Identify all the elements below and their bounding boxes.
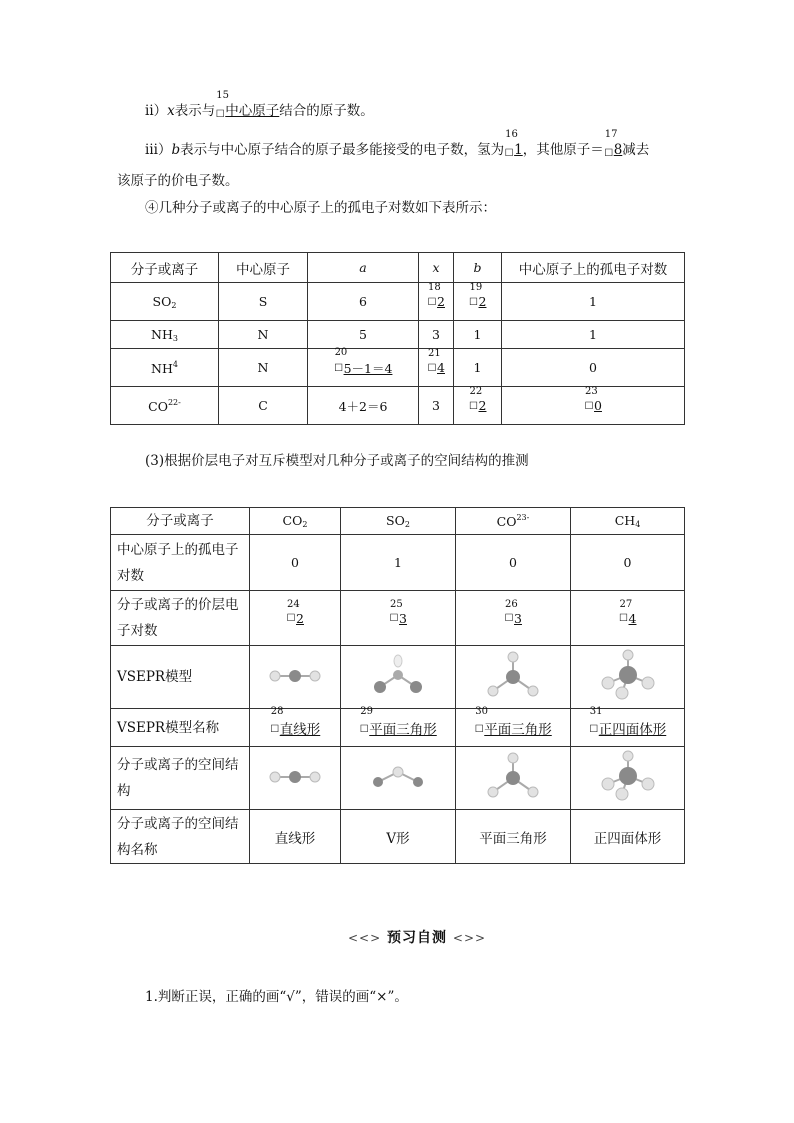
answer-blank-15: 15 ☐中心原子	[215, 90, 280, 120]
row-label-vsepr-name: VSEPR模型名称	[111, 709, 250, 747]
vsepr-name-co2	[250, 705, 341, 747]
row-label-species: 分子或离子	[111, 508, 250, 535]
vsepr-model-ch4	[571, 646, 685, 709]
lone-pair-co3: 0	[456, 535, 571, 591]
table2-shape-name-row	[111, 810, 685, 864]
species-co2	[250, 508, 341, 535]
trigonal-planar-shape-icon	[483, 750, 543, 804]
vsepr-model-co3	[456, 646, 571, 709]
answer-blank-31: 31 ☐正四面体形	[589, 705, 667, 738]
species-so2	[341, 508, 456, 535]
lone-pair-cell: 0	[502, 349, 685, 387]
answer-blank-22: 22 ☐2	[469, 386, 487, 413]
shape-co2	[250, 747, 341, 810]
header-species: 分子或离子	[111, 253, 219, 283]
table-row	[111, 349, 685, 387]
species-formula: $NH_3$	[151, 326, 178, 343]
answer-blank-20: 20 ☐5－1＝4	[334, 346, 393, 376]
center-atom-cell: N	[219, 321, 308, 349]
species-cell	[111, 349, 219, 387]
header-x: x	[419, 253, 454, 283]
vsepr-name-co3	[456, 705, 571, 747]
valence-pairs-ch4	[571, 591, 685, 646]
shape-name-ch4: 正四面体形	[571, 810, 685, 864]
species-formula: $NH^4$	[151, 359, 178, 376]
row-label-shape: 分子或离子的空间结构	[111, 747, 250, 810]
line-section-3: (3)根据价层电子对互斥模型对几种分子或离子的空间结构的推测	[145, 453, 529, 469]
bent-shape-icon	[368, 762, 428, 792]
linear-shape-icon	[265, 765, 325, 789]
trigonal-planar-model-icon	[483, 649, 543, 703]
table1-header-row	[111, 253, 685, 283]
answer-blank-26: 26 ☐3	[504, 598, 522, 626]
species-formula: $CO^{22-}$	[148, 397, 181, 414]
answer-blank-25: 25 ☐3	[389, 598, 407, 626]
trigonal-planar-lone-pair-icon	[368, 651, 428, 701]
b-cell: 1	[454, 321, 502, 349]
center-atom-cell: C	[219, 387, 308, 425]
header-center-atom: 中心原子	[219, 253, 308, 283]
answer-blank-21: 21 ☐4	[427, 348, 445, 375]
x-cell: 3	[419, 321, 454, 349]
a-cell	[308, 346, 419, 387]
shape-so2	[341, 747, 456, 810]
x-cell	[419, 349, 454, 387]
tetrahedral-shape-icon	[598, 750, 658, 804]
table2-species-row	[111, 508, 685, 535]
species-formula: $SO_2$	[152, 293, 177, 310]
linear-model-icon	[265, 664, 325, 688]
shape-co3	[456, 747, 571, 810]
b-cell: 1	[454, 349, 502, 387]
line-iii-cont: 该原子的价电子数。	[117, 173, 239, 189]
b-cell	[454, 283, 502, 321]
species-formula: $CH_4$	[614, 513, 641, 529]
answer-blank-23: 23 ☐0	[584, 386, 602, 413]
row-label-valence-pairs: 分子或离子的价层电子对数	[111, 591, 250, 646]
species-formula: $CO^{23-}$	[496, 513, 530, 529]
species-formula: $SO_2$	[386, 513, 410, 529]
a-cell: 5	[308, 321, 419, 349]
answer-blank-17: 17 ☐8	[604, 129, 623, 159]
lone-pair-cell: 1	[502, 283, 685, 321]
question-1: 1.判断正误，正确的画“√”，错误的画“×”。	[145, 989, 408, 1005]
header-b: b	[454, 253, 502, 283]
answer-blank-29: 29 ☐平面三角形	[359, 705, 437, 738]
a-cell: 4＋2＝6	[308, 387, 419, 425]
a-cell: 6	[308, 283, 419, 321]
center-atom-cell: S	[219, 283, 308, 321]
b-cell	[454, 387, 502, 425]
table2-vsepr-name-row	[111, 709, 685, 747]
x-cell	[419, 283, 454, 321]
line-ii: ⅱ）x表示与 15 ☐中心原子结合的原子数。	[145, 90, 374, 120]
valence-pairs-so2	[341, 591, 456, 646]
lone-pair-table	[110, 252, 685, 425]
row-label-shape-name: 分子或离子的空间结构名称	[111, 810, 250, 864]
x-cell: 3	[419, 387, 454, 425]
species-formula: $CO_2$	[282, 513, 308, 529]
shape-ch4	[571, 747, 685, 810]
lone-pair-cell: 1	[502, 321, 685, 349]
answer-blank-19: 19 ☐2	[469, 282, 487, 309]
vsepr-name-so2	[341, 705, 456, 747]
row-label-lone-pairs: 中心原子上的孤电子对数	[111, 535, 250, 591]
answer-blank-24: 24 ☐2	[286, 598, 304, 626]
species-cell	[111, 387, 219, 425]
header-lone-pairs: 中心原子上的孤电子对数	[502, 253, 685, 283]
heading-deco-right: <>>	[452, 931, 487, 945]
row-label-vsepr-model: VSEPR模型	[111, 646, 250, 709]
table2-lone-pair-row	[111, 535, 685, 591]
valence-pairs-co3	[456, 591, 571, 646]
header-a: a	[308, 253, 419, 283]
table-row	[111, 387, 685, 425]
answer-blank-16: 16 ☐1	[504, 129, 523, 159]
center-atom-cell: N	[219, 349, 308, 387]
vsepr-table	[110, 507, 685, 864]
answer-blank-28: 28 ☐直线形	[270, 705, 321, 738]
vsepr-name-ch4	[571, 705, 685, 747]
table2-valence-pair-row	[111, 591, 685, 646]
species-co3	[456, 508, 571, 535]
heading-deco-left: <<>	[348, 931, 382, 945]
table-row	[111, 283, 685, 321]
vsepr-model-so2	[341, 646, 456, 709]
table2-shape-row	[111, 747, 685, 810]
vsepr-model-co2	[250, 646, 341, 709]
line-iii: ⅲ）b表示与中心原子结合的原子最多能接受的电子数，氢为 16 ☐1，其他原子＝ 17 ☐8减去	[145, 129, 650, 159]
lone-pair-co2: 0	[250, 535, 341, 591]
tetrahedral-model-icon	[598, 649, 658, 703]
shape-name-co3: 平面三角形	[456, 810, 571, 864]
table-row	[111, 321, 685, 349]
species-ch4	[571, 508, 685, 535]
line-table-intro: ④几种分子或离子的中心原子上的孤电子对数如下表所示：	[145, 200, 496, 216]
shape-name-so2: V形	[341, 810, 456, 864]
lone-pair-ch4: 0	[571, 535, 685, 591]
preview-title: 预习自测	[387, 930, 448, 946]
valence-pairs-co2	[250, 591, 341, 646]
lone-pair-so2: 1	[341, 535, 456, 591]
lone-pair-cell	[502, 387, 685, 425]
shape-name-co2: 直线形	[250, 810, 341, 864]
table2-vsepr-model-row	[111, 646, 685, 709]
species-cell	[111, 283, 219, 321]
answer-blank-30: 30 ☐平面三角形	[474, 705, 552, 738]
preview-heading	[348, 927, 486, 947]
answer-blank-27: 27 ☐4	[619, 598, 637, 626]
species-cell	[111, 321, 219, 349]
answer-blank-18: 18 ☐2	[427, 282, 445, 309]
